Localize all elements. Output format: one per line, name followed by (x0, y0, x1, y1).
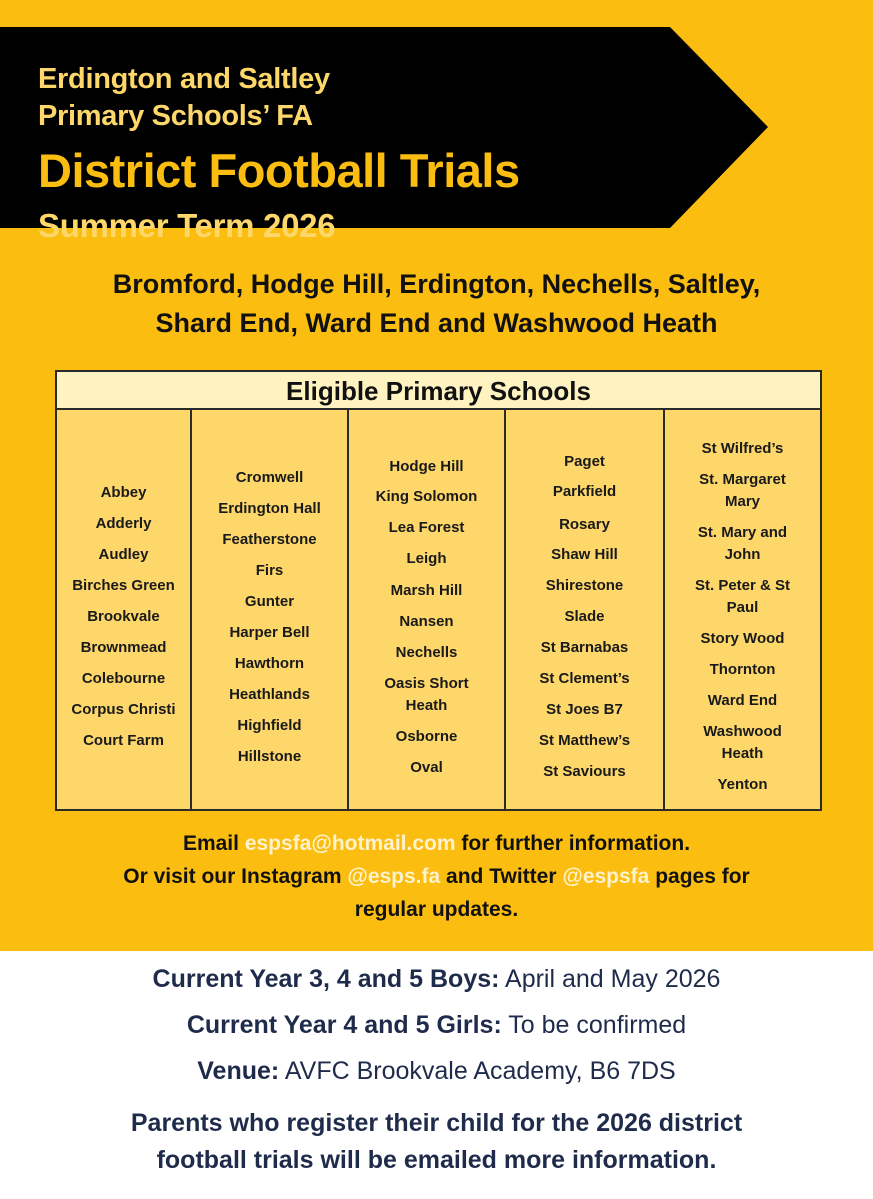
email-suffix: for further information. (461, 832, 691, 855)
school-name: Oval (410, 759, 443, 776)
boys-trials-label: Current Year 3, 4 and 5 Boys: (152, 965, 500, 993)
note-line1: Parents who register their child for the 2026 district (130, 1109, 743, 1137)
school-name: Yenton (717, 776, 768, 793)
venue-line (0, 1057, 873, 1086)
venue-value: AVFC Brookvale Academy, B6 7DS (284, 1057, 676, 1085)
school-name: Ward End (707, 692, 778, 709)
school-name: Shaw Hill (551, 546, 618, 563)
schools-table-heading: Eligible Primary Schools (57, 372, 820, 410)
areas-list (0, 265, 873, 343)
school-name: St Barnabas (540, 639, 629, 656)
school-name: Hodge Hill (389, 458, 464, 475)
school-name: Abbey (100, 484, 147, 501)
school-name: Leigh (406, 550, 447, 567)
school-name: Nechells (395, 644, 458, 661)
page-title: District Football Trials (38, 144, 520, 197)
venue-label: Venue: (197, 1057, 280, 1085)
school-name: Hillstone (237, 748, 302, 765)
contact-line1 (0, 827, 873, 860)
school-name: Heathlands (229, 686, 310, 703)
and-twitter-text: and Twitter (446, 865, 557, 888)
school-name: Nansen (399, 613, 454, 630)
school-name: Erdington Hall (218, 500, 321, 517)
organisation-name-line1: Erdington and Saltley (38, 63, 330, 95)
areas-line2: Shard End, Ward End and Washwood Heath (155, 308, 718, 338)
title-banner (0, 27, 768, 244)
school-name: Cromwell (235, 469, 304, 486)
school-name: Shirestone (545, 577, 624, 594)
email-prefix: Email (182, 832, 239, 855)
term-subtitle: Summer Term 2026 (38, 207, 336, 244)
contact-line2 (0, 860, 873, 893)
school-name: St Joes B7 (546, 701, 623, 718)
school-name: Parkfield (552, 483, 617, 500)
girls-trials-label: Current Year 4 and 5 Girls: (186, 1011, 502, 1039)
school-name: Featherstone (222, 531, 317, 548)
instagram-link[interactable]: @esps.fa (347, 865, 441, 888)
school-name: Gunter (244, 593, 295, 610)
school-name: Slade (564, 608, 605, 625)
eligible-schools-table (55, 370, 822, 811)
school-name: Adderly (95, 515, 152, 532)
school-name: Hawthorn (234, 655, 305, 672)
school-name: Paget (564, 453, 605, 470)
contact-line3: regular updates. (354, 898, 519, 921)
organisation-name-line2: Primary Schools’ FA (38, 100, 313, 132)
school-name: St. Mary and John (697, 524, 788, 563)
schools-column-2 (192, 410, 349, 809)
school-name: Harper Bell (229, 624, 310, 641)
school-name: Story Wood (700, 630, 785, 647)
school-name: Audley (98, 546, 149, 563)
email-link[interactable]: espsfa@hotmail.com (244, 832, 456, 855)
school-name: Firs (255, 562, 284, 579)
school-name: Highfield (237, 717, 302, 734)
note-line2: football trials will be emailed more information. (156, 1146, 717, 1174)
schools-column-4 (506, 410, 665, 809)
school-name: Brookvale (87, 608, 160, 625)
registration-note (0, 1105, 873, 1179)
school-name: St Saviours (543, 763, 626, 780)
school-name: St Clement’s (539, 670, 630, 687)
school-name: Washwood Heath (703, 723, 782, 762)
contact-info (0, 827, 873, 926)
school-name: Birches Green (72, 577, 175, 594)
girls-trials-line (0, 1011, 873, 1040)
school-name: St. Margaret Mary (699, 471, 786, 510)
school-name: Rosary (559, 516, 610, 533)
girls-trials-value: To be confirmed (508, 1011, 687, 1039)
school-name: Osborne (395, 728, 458, 745)
school-name: King Solomon (375, 488, 478, 505)
school-name: Corpus Christi (71, 701, 176, 718)
school-name: St Matthew’s (538, 732, 631, 749)
schools-column-3 (349, 410, 506, 809)
school-name: Court Farm (83, 732, 164, 749)
boys-trials-line (0, 965, 873, 994)
schools-column-5 (665, 410, 820, 809)
school-name: Thornton (709, 661, 776, 678)
school-name: Colebourne (81, 670, 166, 687)
schools-column-1 (57, 410, 192, 809)
visit-prefix: Or visit our Instagram (123, 865, 342, 888)
school-name: St. Peter & St Paul (694, 577, 791, 616)
twitter-link[interactable]: @espsfa (562, 865, 650, 888)
school-name: St Wilfred’s (701, 440, 784, 457)
boys-trials-value: April and May 2026 (505, 965, 721, 993)
school-name: Marsh Hill (390, 582, 463, 599)
school-name: Oasis Short Heath (384, 675, 469, 714)
pages-for-text: pages for (655, 865, 750, 888)
school-name: Brownmead (80, 639, 167, 656)
school-name: Lea Forest (388, 519, 465, 536)
areas-line1: Bromford, Hodge Hill, Erdington, Nechells, Saltley, (112, 269, 761, 299)
